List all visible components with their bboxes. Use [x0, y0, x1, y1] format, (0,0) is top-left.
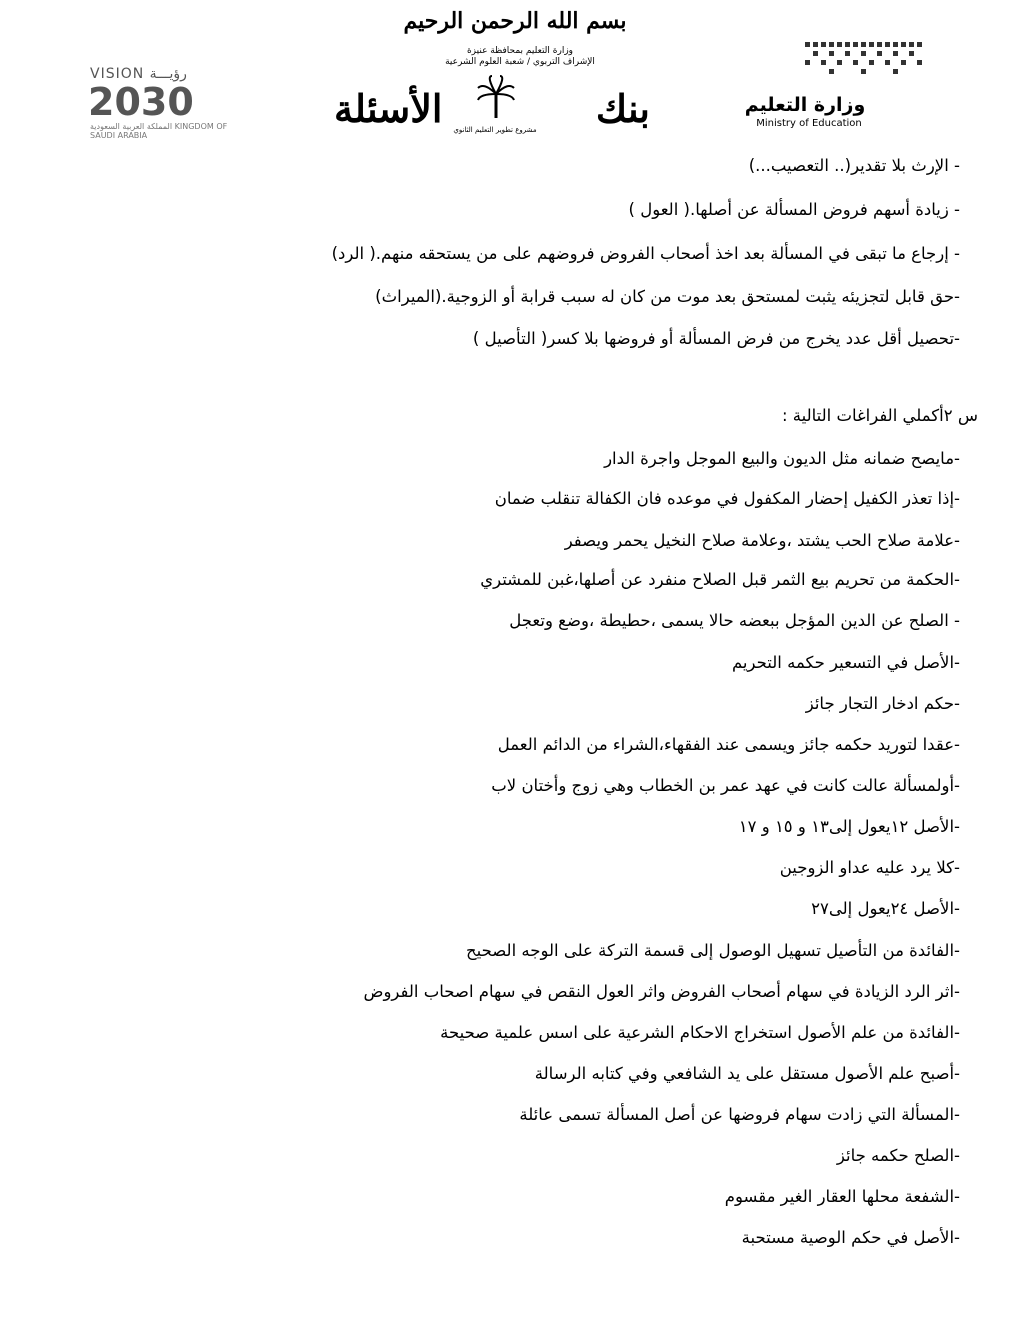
bank-word: بنك [595, 86, 650, 131]
definition-item: -حق قابل لتجزيئه يثبت لمستحق بعد موت من كان له سبب قرابة أو الزوجية.(الميراث) [375, 287, 960, 306]
question-2-heading: س ٢أكملي الفراغات التالية : [781, 406, 978, 425]
questions-word: الأسئلة [334, 86, 443, 131]
definition-item: -تحصيل أقل عدد يخرج من فرض المسألة أو فروضها بلا كسر( التأصيل ) [472, 329, 960, 348]
answer-item: -الفائدة من التأصيل تسهيل الوصول إلى قسمة التركة على الوجه الصحيح [465, 941, 960, 960]
project-name: مشروع تطوير التعليم الثانوي [453, 126, 537, 134]
vision-title: VISION رؤيـــة [90, 66, 187, 82]
subhead-line-1: وزارة التعليم بمحافظة عنيزة [466, 46, 574, 56]
answer-item: -الأصل ٢٤يعول إلى٢٧ [811, 899, 960, 918]
answer-item: -أولمسألة عالت كانت في عهد عمر بن الخطاب وهي زوج وأختان لاب [491, 776, 960, 795]
answer-item: -كلا يرد عليه عداو الزوجين [779, 858, 960, 877]
definition-item: - زيادة أسهم فروض المسألة عن أصلها.( العول ) [628, 200, 960, 219]
answer-item: -حكم ادخار التجار جائز [805, 694, 960, 713]
answer-item: -الشفعة محلها العقار الغير مقسوم [724, 1187, 960, 1206]
bismillah-title: بسم الله الرحمن الرحيم [403, 8, 627, 34]
answer-item: -الأصل ١٢يعول إلى١٣ و ١٥ و ١٧ [738, 817, 960, 836]
vision-year: 2030 [88, 80, 194, 124]
vision-country: المملكة العربية السعودية KINGDOM OF SAUDI ARABIA [90, 122, 228, 140]
ministry-name-arabic: وزارة التعليم [744, 94, 866, 116]
answer-item: -إذا تعذر الكفيل إحضار المكفول في موعده فان الكفالة تنقلب ضمان [494, 489, 960, 508]
answer-item: -الصلح حكمه جائز [836, 1146, 960, 1165]
answer-item: -اثر الرد الزيادة في سهام أصحاب الفروض واثر العول النقص في سهام اصحاب الفروض [363, 982, 960, 1001]
definition-item: - إرجاع ما تبقى في المسألة بعد اخذ أصحاب الفروض فروضهم على من يستحقه منهم.( الرد) [331, 244, 960, 263]
answer-item: -عقدا لتوريد حكمه جائز ويسمى عند الفقهاء،الشراء من الدائم العمل [497, 735, 960, 754]
subhead-line-2: الإشراف التربوي / شعبة العلوم الشرعية [445, 57, 595, 67]
ministry-name-english: Ministry of Education [756, 118, 862, 129]
answer-item: -الأصل في التسعير حكمه التحريم [731, 653, 960, 672]
answer-item: -الحكمة من تحريم بيع الثمر قبل الصلاح منفرد عن أصلها،غبن للمشتري [480, 570, 960, 589]
answer-item: -أصبح علم الأصول مستقل على يد الشافعي وفي كتابه الرسالة [534, 1064, 960, 1083]
answer-item: -مايصح ضمانه مثل الديون والبيع الموجل واجرة الدار [604, 449, 960, 468]
definition-item: - الإرث بلا تقدير(.. التعصيب...) [748, 156, 960, 175]
answer-item: -الأصل في حكم الوصية مستحبة [741, 1228, 960, 1247]
answer-item: -علامة صلاح الحب يشتد ،وعلامة صلاح النخيل يحمر ويصفر [564, 531, 960, 550]
answer-item: - الصلح عن الدين المؤجل ببعضه حالا يسمى ،حطيطة ،وضع وتعجل [509, 611, 960, 630]
answer-item: -الفائدة من علم الأصول استخراج الاحكام الشرعية على اسس علمية صحيحة [440, 1023, 960, 1042]
answer-item: -المسألة التي زادت سهام فروضها عن أصل المسألة تسمى عائلة [519, 1105, 960, 1124]
